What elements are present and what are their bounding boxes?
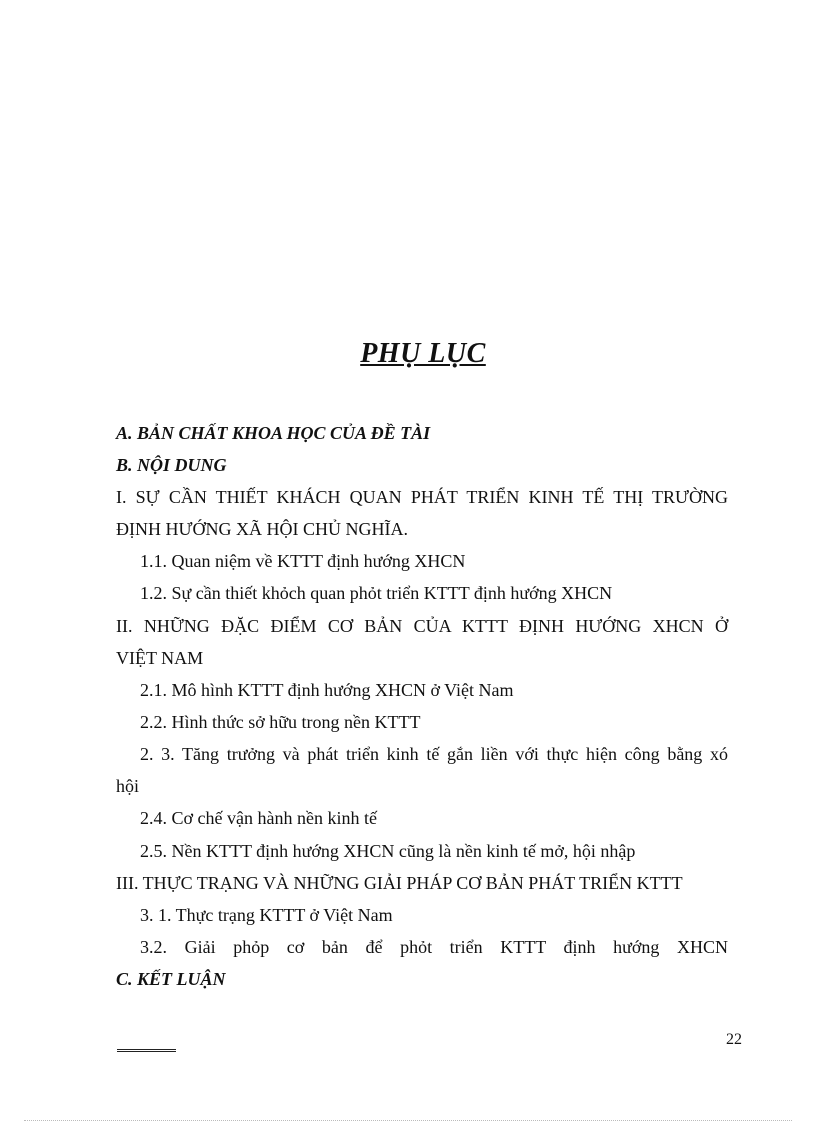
page-title: PHỤ LỤC bbox=[360, 338, 486, 369]
toc-line: ĐỊNH HƯỚNG XÃ HỘI CHỦ NGHĨA. bbox=[116, 519, 408, 539]
toc-line: 2. 3. Tăng trưởng và phát triển kinh tế gắn liền với thực hiện công bằng xó bbox=[140, 744, 728, 764]
toc-line: III. THỰC TRẠNG VÀ NHỮNG GIẢI PHÁP CƠ BẢN PHÁT TRIỂN KTTT bbox=[116, 873, 683, 893]
toc-line: B. NỘI DUNG bbox=[116, 455, 227, 475]
toc-line: II. NHỮNG ĐẶC ĐIỂM CƠ BẢN CỦA KTTT ĐỊNH HƯỚNG XHCN Ở bbox=[116, 616, 728, 636]
toc-line: A. BẢN CHẤT KHOA HỌC CỦA ĐỀ TÀI bbox=[116, 423, 431, 443]
toc-line: 1.1. Quan niệm về KTTT định hướng XHCN bbox=[140, 551, 466, 571]
toc-line: 2.4. Cơ chế vận hành nền kinh tế bbox=[140, 808, 377, 828]
toc-line: C. KẾT LUẬN bbox=[116, 969, 226, 989]
page-number: 22 bbox=[726, 1031, 742, 1048]
toc-line: 1.2. Sự cần thiết khỏch quan phỏt triển KTTT định hướng XHCN bbox=[140, 583, 613, 603]
footnote-separator bbox=[117, 1049, 176, 1052]
toc-line: 2.5. Nền KTTT định hướng XHCN cũng là nền kinh tế mở, hội nhập bbox=[140, 841, 636, 861]
toc-line: 2.1. Mô hình KTTT định hướng XHCN ở Việt Nam bbox=[140, 680, 514, 700]
toc-line: 2.2. Hình thức sở hữu trong nền KTTT bbox=[140, 712, 421, 732]
toc-line: 3. 1. Thực trạng KTTT ở Việt Nam bbox=[140, 905, 393, 925]
toc-line: I. SỰ CẦN THIẾT KHÁCH QUAN PHÁT TRIỂN KINH TẾ THỊ TRƯỜNG bbox=[116, 487, 728, 507]
toc-line: VIỆT NAM bbox=[116, 648, 204, 668]
toc-line: hội bbox=[116, 776, 140, 796]
page-bottom-border bbox=[24, 1120, 792, 1121]
toc-line: 3.2. Giải phỏp cơ bản để phỏt triển KTTT định hướng XHCN bbox=[140, 937, 728, 957]
